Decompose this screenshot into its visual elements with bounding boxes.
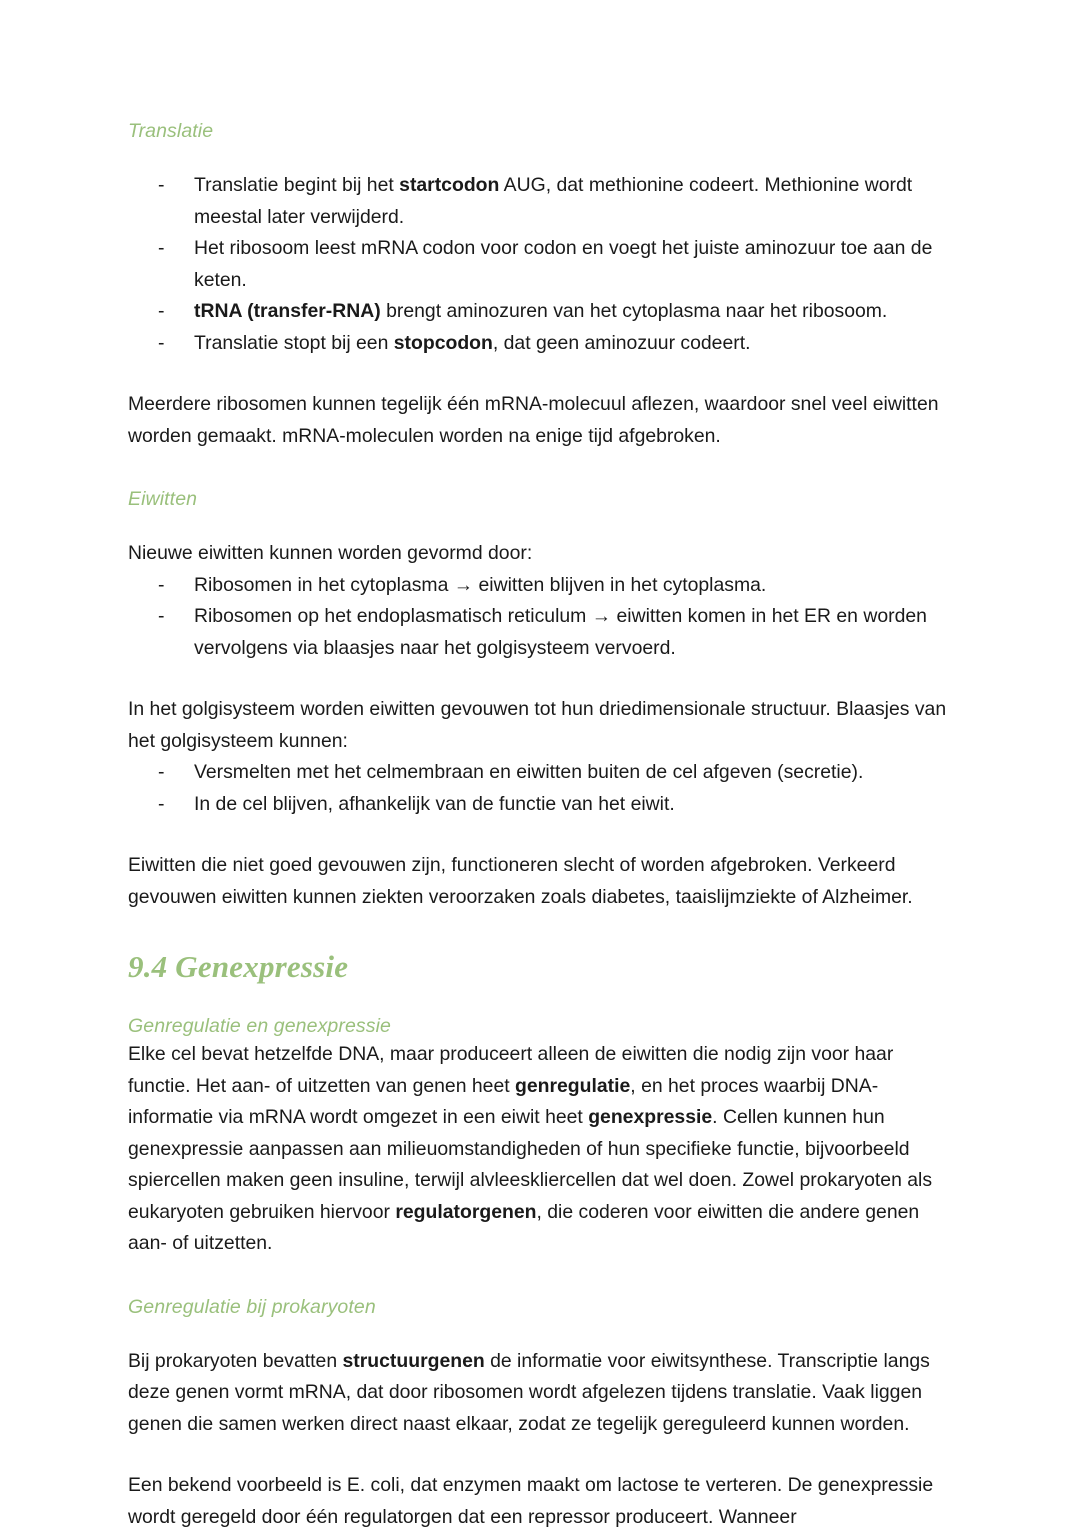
section-heading-translatie: Translatie [128, 120, 214, 142]
para-text-bold: genregulatie [515, 1074, 631, 1097]
list-item [128, 296, 952, 328]
paragraph-structuurgenen [128, 1346, 952, 1441]
para-text-bold: genexpressie [588, 1106, 713, 1128]
para-text-bold: regulatorgenen [395, 1200, 537, 1223]
list-item: - In de cel blijven, afhankelijk van de functie van het eiwit. [128, 789, 952, 821]
para-text-plain: Elke cel bevat hetzelfde DNA, maar produceert alleen de eiwitten die nodig zijn voor haar functie. Het aan- of uitzetten van genen heet [128, 1043, 894, 1097]
list-item: - Ribosomen op het endoplasmatisch reticulum → eiwitten komen in het ER en worden vervolgens via blaasjes naar het golgisysteem vervoerd. [128, 601, 952, 664]
bullet-text-plain: , dat geen aminozuur codeert. [492, 331, 751, 354]
bullet-text-plain: Het ribosoom leest mRNA codon voor codon en voegt het juiste aminozuur toe aan de keten. [194, 237, 933, 291]
paragraph-ecoli: Een bekend voorbeeld is E. coli, dat enzymen maakt om lactose te verteren. De genexpressie wordt geregeld door één regulatorgen dat een repressor produceert. Wanneer [128, 1474, 934, 1528]
eiwitten-bullet-list-2 [128, 757, 952, 820]
list-item: - Versmelten met het celmembraan en eiwitten buiten de cel afgeven (secretie). [128, 757, 952, 789]
list-item [128, 170, 952, 233]
bullet-text-plain: AUG, dat methionine codeert. Methionine wordt meestal later verwijderd. [194, 174, 913, 228]
list-item [128, 233, 952, 296]
para-text-plain: . Cellen kunnen hun genexpressie aanpassen aan milieuomstandigheden of hun specifieke functie, bijvoorbeeld spiercellen maken geen insuline, terwijl alvleeskliercellen dat wel doen. Zowel prokaryoten als eukaryoten gebruiken hiervoor [128, 1106, 933, 1223]
section-heading-eiwitten: Eiwitten [128, 488, 198, 510]
paragraph-ribosomen: Meerdere ribosomen kunnen tegelijk één mRNA-molecuul aflezen, waardoor snel veel eiwitten worden gemaakt. mRNA-moleculen worden na enige tijd afgebroken. [128, 393, 939, 447]
para-text-plain: , die coderen voor eiwitten die andere genen aan- of uitzetten. [128, 1200, 920, 1254]
list-item [128, 328, 952, 360]
bullet-text-plain: brengt aminozuren van het cytoplasma naar het ribosoom. [380, 300, 888, 322]
section-heading-genregulatie-bij-prokaryoten: Genregulatie bij prokaryoten [128, 1295, 376, 1318]
document-body [128, 118, 952, 1533]
para-text-plain: Bij prokaryoten bevatten [128, 1349, 343, 1372]
paragraph-nieuwe-eiwitten-intro: Nieuwe eiwitten kunnen worden gevormd door: [128, 542, 533, 564]
bullet-text-plain: Translatie stopt bij een [194, 331, 394, 354]
paragraph-genregulatie-genexpressie [128, 1039, 952, 1260]
chapter-title-9-4: 9.4 Genexpressie [128, 949, 349, 984]
bullet-text-bold: stopcodon [393, 331, 493, 354]
translatie-bullet-list [128, 170, 952, 359]
section-heading-genregulatie-en-genexpressie: Genregulatie en genexpressie [128, 1015, 391, 1037]
bullet-text-bold: tRNA (transfer-RNA) [194, 300, 381, 322]
para-text-plain: de informatie voor eiwitsynthese. Transcriptie langs deze genen vormt mRNA, dat door ribosomen wordt afgelezen tijdens translatie. Vaak liggen genen die samen werken direct naast elkaar, zodat ze tegelijk gereguleerd kunnen worden. [128, 1349, 930, 1435]
bullet-text-plain: Translatie begint bij het [194, 174, 400, 196]
paragraph-verkeerd-gevouwen: Eiwitten die niet goed gevouwen zijn, functioneren slecht of worden afgebroken. Verkeerd gevouwen eiwitten kunnen ziekten veroorzaken zoals diabetes, taaislijmziekte of Alzheimer. [128, 854, 913, 908]
para-text-bold: structuurgenen [342, 1349, 485, 1372]
bullet-text-bold: startcodon [399, 174, 500, 196]
paragraph-golgisysteem: In het golgisysteem worden eiwitten gevouwen tot hun driedimensionale structuur. Blaasjes van het golgisysteem kunnen: [128, 698, 947, 752]
para-text-plain: , en het proces waarbij DNA-informatie via mRNA wordt omgezet in een eiwit heet [128, 1074, 879, 1128]
eiwitten-bullet-list-1 [128, 570, 952, 665]
list-item: - Ribosomen in het cytoplasma → eiwitten blijven in het cytoplasma. [128, 570, 952, 602]
